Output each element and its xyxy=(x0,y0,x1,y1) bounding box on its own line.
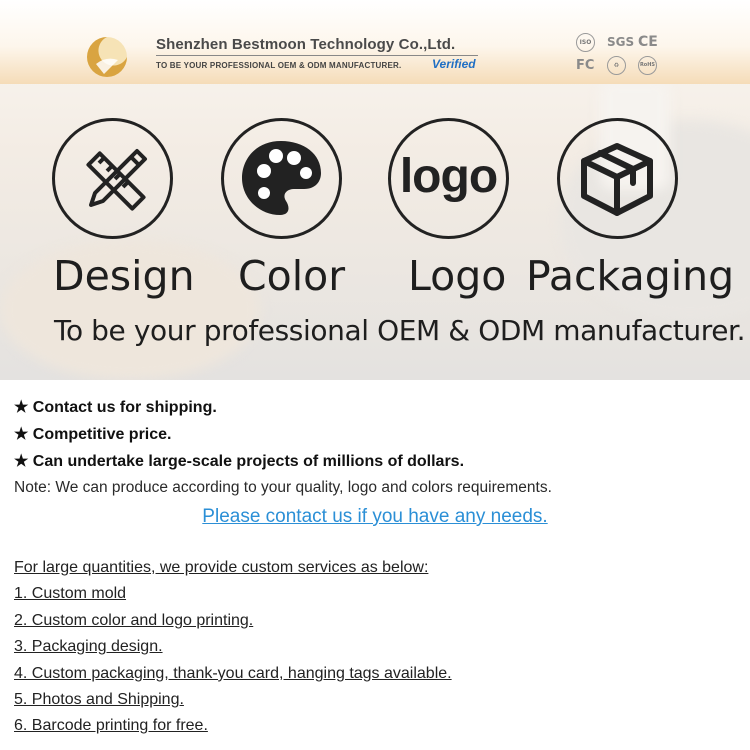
rohs-icon: RoHS xyxy=(638,56,657,75)
note-text: Note: We can produce according to your quality, logo and colors requirements. xyxy=(14,479,552,496)
description-section xyxy=(0,380,750,750)
iso-icon: ISO xyxy=(576,33,595,52)
ce-icon: CE xyxy=(638,34,658,50)
service-item: 2. Custom color and logo printing. xyxy=(14,612,254,629)
design-icon xyxy=(52,118,173,239)
company-tagline: TO BE YOUR PROFESSIONAL OEM & ODM MANUFACTURER. xyxy=(156,61,402,70)
logo-text-icon xyxy=(388,118,509,239)
logo-icon-word: logo xyxy=(399,150,498,203)
service-item: 4. Custom packaging, thank-you card, hanging tags available. xyxy=(14,665,452,682)
service-item: 1. Custom mold xyxy=(14,585,127,602)
fc-icon: FC xyxy=(576,58,595,73)
feature-item: ★ Contact us for shipping. xyxy=(14,399,217,416)
caption-color: Color xyxy=(238,252,346,300)
service-item: 3. Packaging design. xyxy=(14,638,163,655)
company-logo xyxy=(84,34,130,80)
palette-icon xyxy=(221,118,342,239)
sgs-icon: SGS xyxy=(607,35,635,49)
caption-packaging: Packaging xyxy=(526,252,735,300)
service-item: 5. Photos and Shipping. xyxy=(14,691,184,708)
header-bar xyxy=(0,0,750,84)
services-intro: For large quantities, we provide custom services as below: xyxy=(14,559,429,576)
recycle-icon: ♻ xyxy=(607,56,626,75)
verified-badge: Verified xyxy=(432,57,476,71)
company-name: Shenzhen Bestmoon Technology Co.,Ltd. xyxy=(156,36,456,53)
company-underline xyxy=(156,55,478,56)
feature-item: ★ Can undertake large-scale projects of millions of dollars. xyxy=(14,453,465,470)
caption-design: Design xyxy=(53,252,195,300)
service-item: 6. Barcode printing for free. xyxy=(14,717,208,734)
caption-logo: Logo xyxy=(408,252,507,300)
feature-item: ★ Competitive price. xyxy=(14,426,172,443)
banner-subline: To be your professional OEM & ODM manufacturer. xyxy=(54,314,746,347)
box-icon xyxy=(557,118,678,239)
contact-link[interactable]: Please contact us if you have any needs. xyxy=(202,506,548,527)
